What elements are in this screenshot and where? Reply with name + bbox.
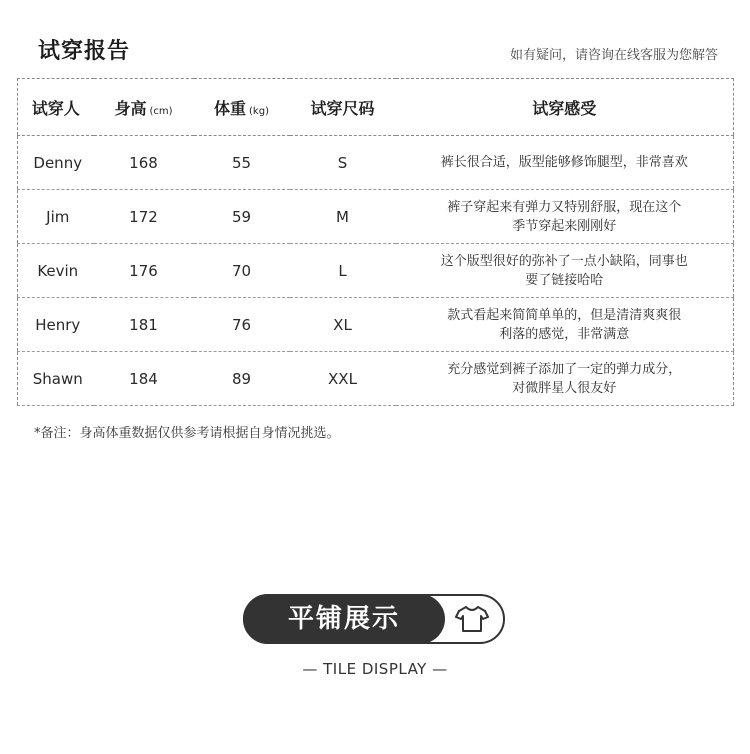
cell-height: 172	[94, 190, 194, 244]
header-height: 身高 (cm)	[94, 79, 194, 136]
cell-weight: 59	[194, 190, 290, 244]
table-row	[18, 352, 734, 406]
cell-feel: 裤子穿起来有弹力又特别舒服，现在这个 季节穿起来刚刚好	[396, 190, 734, 244]
section-title-pill	[243, 594, 505, 644]
cell-size: XL	[290, 298, 396, 352]
cell-feel: 充分感觉到裤子添加了一定的弹力成分， 对微胖星人很友好	[396, 352, 734, 406]
cell-name: Henry	[18, 298, 94, 352]
section-subtitle: — TILE DISPLAY —	[302, 660, 448, 678]
cell-height: 168	[94, 136, 194, 190]
cell-weight: 89	[194, 352, 290, 406]
cell-name: Denny	[18, 136, 94, 190]
cell-size: M	[290, 190, 396, 244]
cell-name: Kevin	[18, 244, 94, 298]
cell-height: 184	[94, 352, 194, 406]
cell-height: 181	[94, 298, 194, 352]
table-header-row	[18, 79, 734, 136]
cell-name: Shawn	[18, 352, 94, 406]
cell-feel: 款式看起来简简单单的，但是清清爽爽很 利落的感觉，非常满意	[396, 298, 734, 352]
header-feel: 试穿感受	[396, 79, 734, 136]
header-tester: 试穿人	[18, 79, 94, 136]
cell-size: XXL	[290, 352, 396, 406]
help-text: 如有疑问，请咨询在线客服为您解答	[509, 48, 718, 63]
cell-weight: 76	[194, 298, 290, 352]
fitting-report-table	[17, 78, 734, 406]
table-row	[18, 190, 734, 244]
tshirt-icon	[455, 604, 489, 634]
cell-weight: 70	[194, 244, 290, 298]
table-row	[18, 298, 734, 352]
cell-feel: 裤长很合适，版型能够修饰腿型，非常喜欢	[396, 136, 734, 190]
cell-height: 176	[94, 244, 194, 298]
cell-size: L	[290, 244, 396, 298]
header-weight: 体重 (kg)	[194, 79, 290, 136]
section-title: 平铺展示	[243, 594, 445, 644]
cell-name: Jim	[18, 190, 94, 244]
footnote: *备注：身高体重数据仅供参考请根据自身情况挑选。	[34, 426, 340, 441]
header-size: 试穿尺码	[290, 79, 396, 136]
cell-feel: 这个版型很好的弥补了一点小缺陷，同事也 要了链接哈哈	[396, 244, 734, 298]
table-row	[18, 244, 734, 298]
cell-size: S	[290, 136, 396, 190]
table-row	[18, 136, 734, 190]
cell-weight: 55	[194, 136, 290, 190]
page-title: 试穿报告	[38, 39, 131, 64]
